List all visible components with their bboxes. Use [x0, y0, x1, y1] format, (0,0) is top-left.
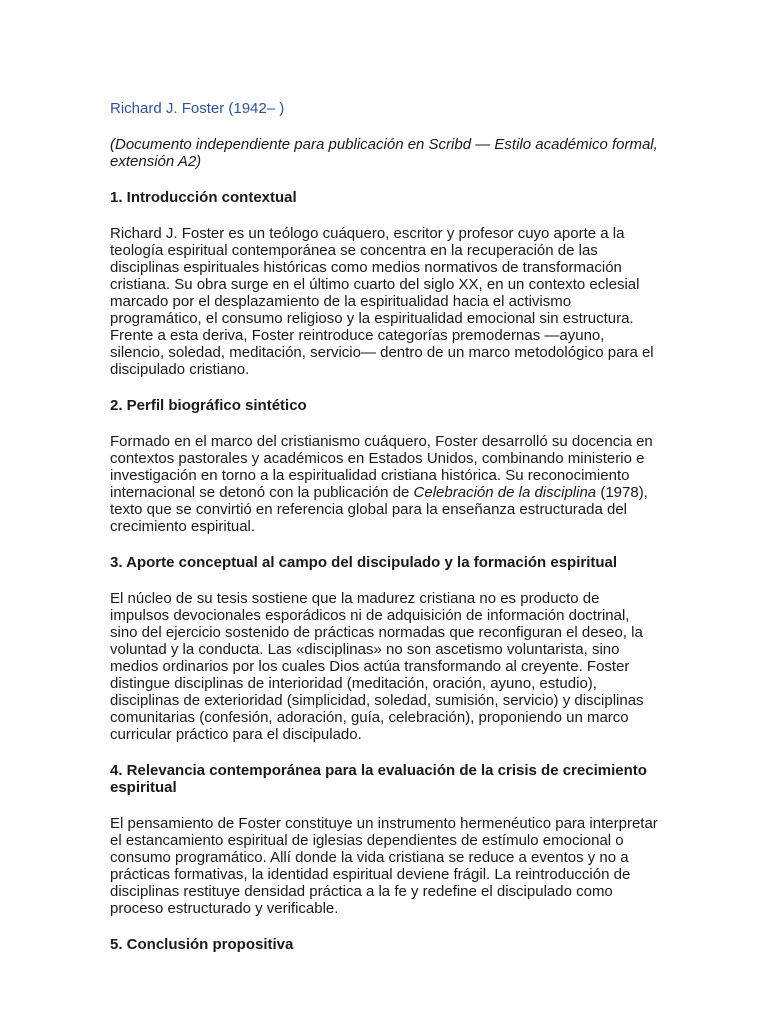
section-heading-conclusion: 5. Conclusión propositiva: [110, 936, 294, 953]
section-body-perfil: [110, 433, 660, 535]
section-body-aporte: El núcleo de su tesis sostiene que la madurez cristiana no es producto de impulsos devocionales esporádicos ni de adquisición de información doctrinal, sino del ejercicio sostenido de prácticas normadas que reconfiguran el deseo, la voluntad y la conducta. Las «disciplinas» no son ascetismo voluntarista, sino medios ordinarios por los cuales Dios actúa transformando al creyente. Foster distingue disciplinas de interioridad (meditación, oración, ayuno, estudio), disciplinas de exterioridad (simplicidad, soledad, sumisión, servicio) y disciplinas comunitarias (confesión, adoración, guía, celebración), proponiendo un marco curricular práctico para el discipulado.: [110, 590, 644, 743]
section-heading-perfil: 2. Perfil biográfico sintético: [110, 397, 307, 414]
section-body-relevancia: El pensamiento de Foster constituye un instrumento hermenéutico para interpretar el estancamiento espiritual de iglesias dependientes de estímulo emocional o consumo programático. Allí donde la vida cristiana se reduce a eventos y no a prácticas formativas, la identidad espiritual deviene frágil. La reintroducción de disciplinas restituye densidad práctica a la fe y redefine el discipulado como proceso estructurado y verificable.: [110, 815, 658, 917]
document-page: [110, 100, 660, 972]
section-heading-relevancia: 4. Relevancia contemporánea para la evaluación de la crisis de crecimiento espiritual: [110, 762, 647, 796]
perfil-text-before: Formado en el marco del cristianismo cuáquero, Foster desarrolló su docencia en contextos pastorales y académicos en Estados Unidos, combinando ministerio e investigación en torno a la espiritualidad cristiana histórica. Su reconocimiento internacional se detonó con la publicación de: [110, 433, 653, 501]
perfil-text-after: (1978), texto que se convirtió en referencia global para la enseñanza estructurada del crecimiento espiritual.: [110, 484, 648, 535]
section-heading-aporte: 3. Aporte conceptual al campo del discipulado y la formación espiritual: [110, 554, 618, 571]
document-subtitle: (Documento independiente para publicación en Scribd — Estilo académico formal, extensión A2): [110, 136, 658, 170]
section-heading-introduccion: 1. Introducción contextual: [110, 189, 297, 206]
section-body-introduccion: Richard J. Foster es un teólogo cuáquero, escritor y profesor cuyo aporte a la teología espiritual contemporánea se concentra en la recuperación de las disciplinas espirituales históricas como medios normativos de transformación cristiana. Su obra surge en el último cuarto del siglo XX, en un contexto eclesial marcado por el desplazamiento de la espiritualidad hacia el activismo programático, el consumo religioso y la espiritualidad emocional sin estructura. Frente a esta deriva, Foster reintroduce categorías premodernas —ayuno, silencio, soledad, meditación, servicio— dentro de un marco metodológico para el discipulado cristiano.: [110, 225, 654, 378]
book-title-italic: Celebración de la disciplina: [413, 484, 597, 501]
document-title: Richard J. Foster (1942– ): [110, 100, 285, 117]
